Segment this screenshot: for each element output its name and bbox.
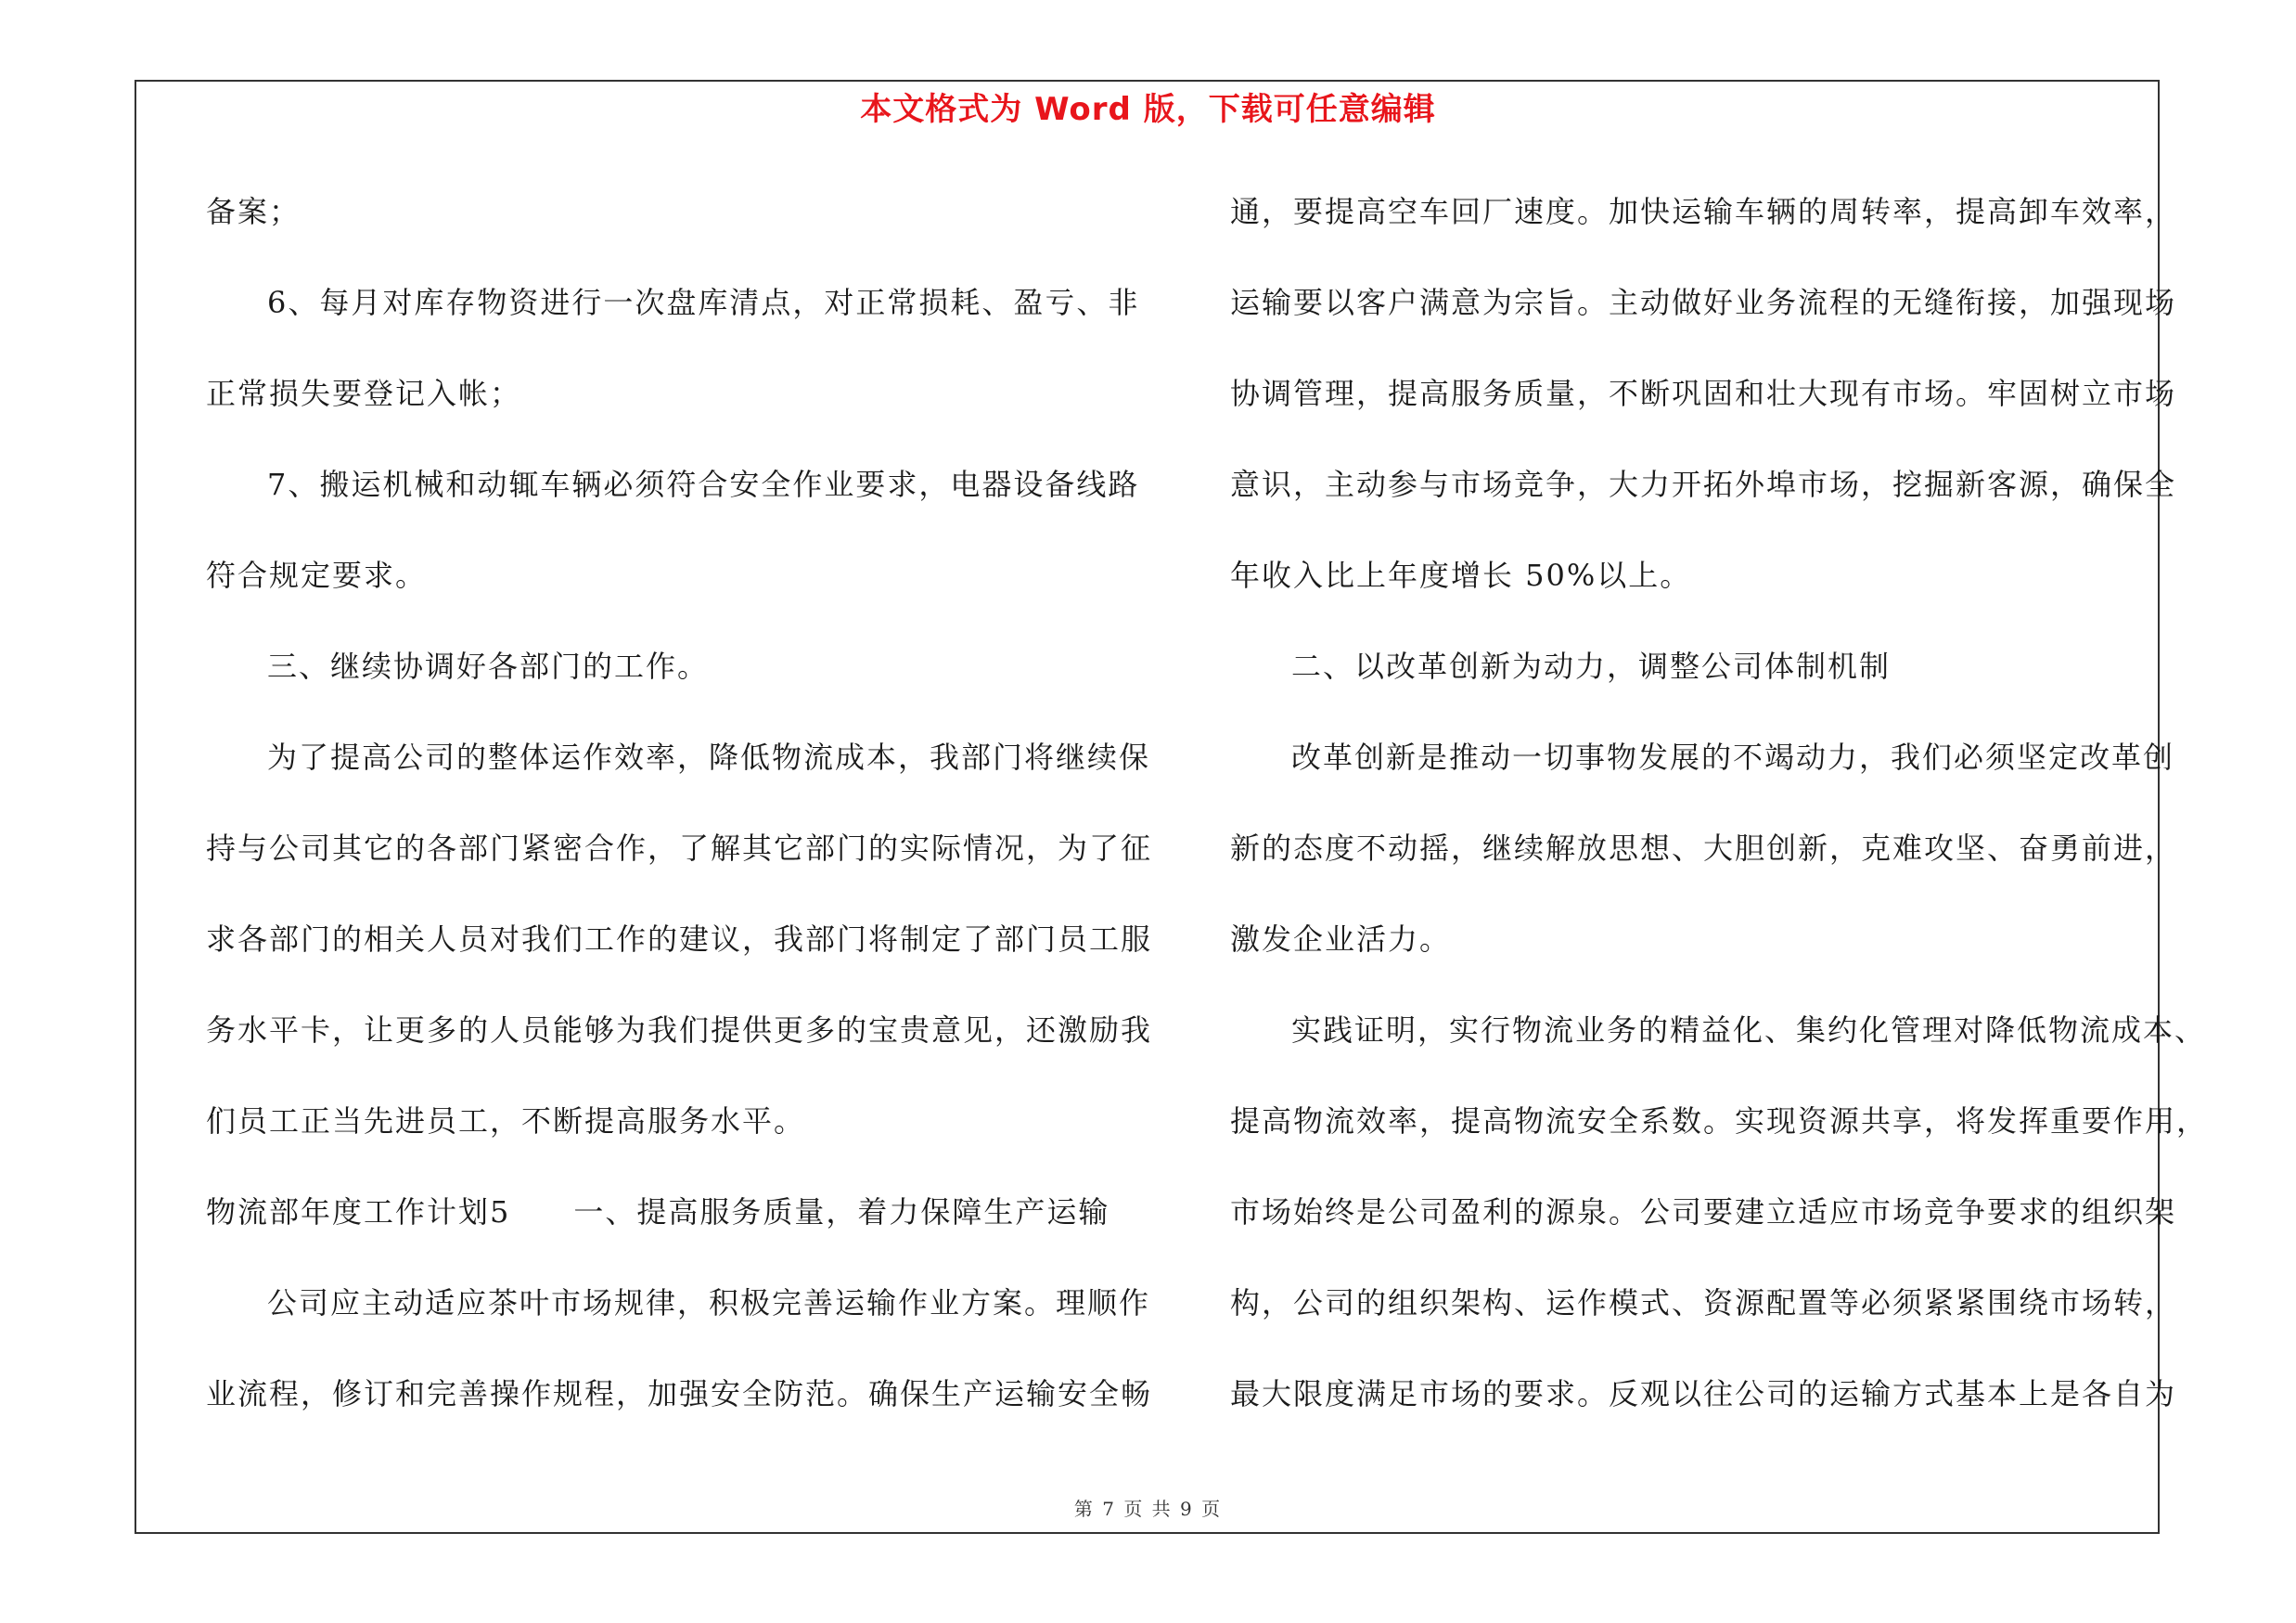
text-line: 们员工正当先进员工，不断提高服务水平。: [206, 1103, 806, 1139]
text-line: 意识，主动参与市场竞争，大力开拓外埠市场，挖掘新客源，确保全: [1230, 467, 2177, 502]
text-line: 正常损失要登记入帐；: [206, 376, 522, 411]
text-line: 务水平卡，让更多的人员能够为我们提供更多的宝贵意见，还激励我: [206, 1012, 1153, 1048]
page-number-footer: 第 7 页 共 9 页: [1073, 1498, 1223, 1520]
text-line: 新的态度不动摇，继续解放思想、大胆创新，克难攻坚、奋勇前进，: [1230, 831, 2177, 866]
text-line: 构，公司的组织架构、运作模式、资源配置等必须紧紧围绕市场转，: [1230, 1285, 2177, 1320]
text-line: 备案；: [206, 194, 301, 229]
text-line: 最大限度满足市场的要求。反观以往公司的运输方式基本上是各自为: [1230, 1376, 2177, 1411]
text-line: 通，要提高空车回厂速度。加快运输车辆的周转率，提高卸车效率，: [1230, 194, 2177, 229]
text-line: 实践证明，实行物流业务的精益化、集约化管理对降低物流成本、: [1291, 1012, 2207, 1048]
section-heading: 二、以改革创新为动力，调整公司体制机制: [1291, 649, 1892, 684]
text-line: 市场始终是公司盈利的源泉。公司要建立适应市场竞争要求的组织架: [1230, 1194, 2177, 1230]
text-line: 为了提高公司的整体运作效率，降低物流成本，我部门将继续保: [267, 740, 1151, 775]
text-line: 运输要以客户满意为宗旨。主动做好业务流程的无缝衔接，加强现场: [1230, 285, 2177, 320]
text-line: 业流程，修订和完善操作规程，加强安全防范。确保生产运输安全畅: [206, 1376, 1153, 1411]
text-line: 改革创新是推动一切事物发展的不竭动力，我们必须坚定改革创: [1291, 740, 2175, 775]
section-heading: 三、继续协调好各部门的工作。: [267, 649, 710, 684]
text-line: 求各部门的相关人员对我们工作的建议，我部门将制定了部门员工服: [206, 921, 1153, 957]
text-line: 激发企业活力。: [1230, 921, 1452, 957]
text-line: 提高物流效率，提高物流安全系数。实现资源共享，将发挥重要作用，: [1230, 1103, 2209, 1139]
text-line: 年收入比上年度增长 50%以上。: [1230, 558, 1692, 593]
text-line: 6、每月对库存物资进行一次盘库清点，对正常损耗、盈亏、非: [267, 285, 1140, 320]
text-line: 持与公司其它的各部门紧密合作，了解其它部门的实际情况，为了征: [206, 831, 1153, 866]
section-heading: 物流部年度工作计划5 一、提高服务质量，着力保障生产运输: [206, 1194, 1110, 1230]
text-line: 7、搬运机械和动辄车辆必须符合安全作业要求，电器设备线路: [267, 467, 1140, 502]
text-line: 公司应主动适应茶叶市场规律，积极完善运输作业方案。理顺作: [267, 1285, 1151, 1320]
text-line: 符合规定要求。: [206, 558, 428, 593]
text-line: 协调管理，提高服务质量，不断巩固和壮大现有市场。牢固树立市场: [1230, 376, 2177, 411]
format-banner: 本文格式为 Word 版，下载可任意编辑: [860, 91, 1436, 128]
